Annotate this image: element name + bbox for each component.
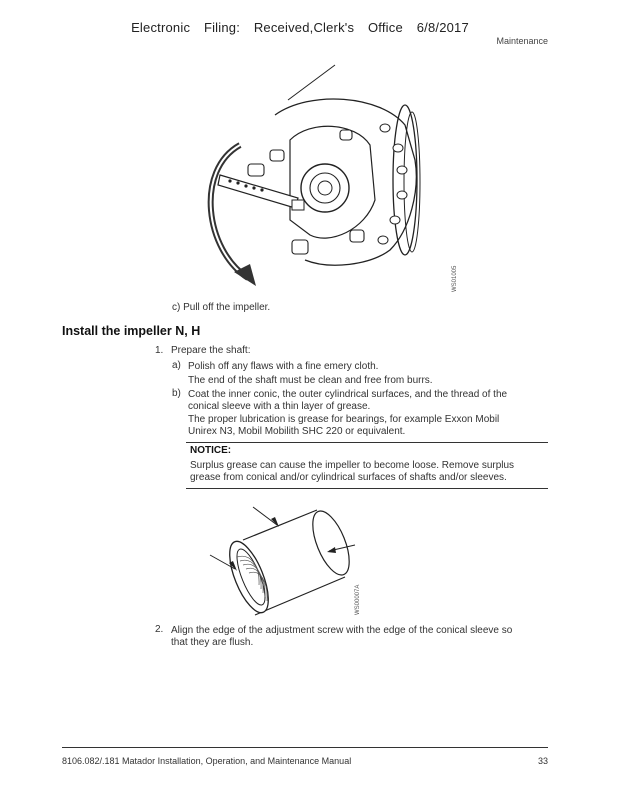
step-text: that they are flush. [171, 637, 254, 648]
notice-text: Surplus grease can cause the impeller to become loose. Remove surplus [190, 460, 515, 471]
step-number: 2. [155, 624, 164, 635]
substep-letter: b) [172, 388, 181, 399]
section-heading: Install the impeller N, H [62, 324, 201, 338]
figure-id: WS00007A [355, 584, 361, 615]
impeller-removal-drawing [180, 60, 470, 300]
step-text: Prepare the shaft: [171, 345, 251, 356]
substep-text: Coat the inner conic, the outer cylindrical surfaces, and the thread of the [188, 389, 508, 400]
notice-title: NOTICE: [190, 445, 232, 456]
step-number: 1. [155, 345, 164, 356]
figure-caption: c) Pull off the impeller. [172, 302, 271, 313]
step-text: Align the edge of the adjustment screw with the edge of the conical sleeve so [171, 625, 513, 636]
substep-letter: a) [172, 360, 181, 371]
conical-sleeve-drawing [205, 495, 365, 620]
conical-sleeve-figure [205, 495, 365, 620]
page-number: 33 [538, 756, 549, 766]
impeller-removal-figure [180, 60, 470, 300]
substep-text: conical sleeve with a thin layer of grease. [188, 401, 371, 412]
substep-note: Unirex N3, Mobil Mobilith SHC 220 or equivalent. [188, 426, 406, 437]
section-header: Maintenance [496, 36, 548, 46]
filing-stamp: Electronic Filing: Received,Clerk's Office 6/8/2017 [131, 20, 469, 35]
substep-note: The end of the shaft must be clean and free from burrs. [188, 375, 433, 386]
footer-rule [62, 747, 548, 748]
substep-text: Polish off any flaws with a fine emery cloth. [188, 361, 379, 372]
substep-note: The proper lubrication is grease for bearings, for example Exxon Mobil [188, 414, 500, 425]
notice-text: grease from conical and/or cylindrical surfaces of shafts and/or sleeves. [190, 472, 507, 483]
figure-id: WS01005 [452, 265, 458, 292]
footer-manual-title: 8106.082/.181 Matador Installation, Operation, and Maintenance Manual [62, 756, 352, 766]
